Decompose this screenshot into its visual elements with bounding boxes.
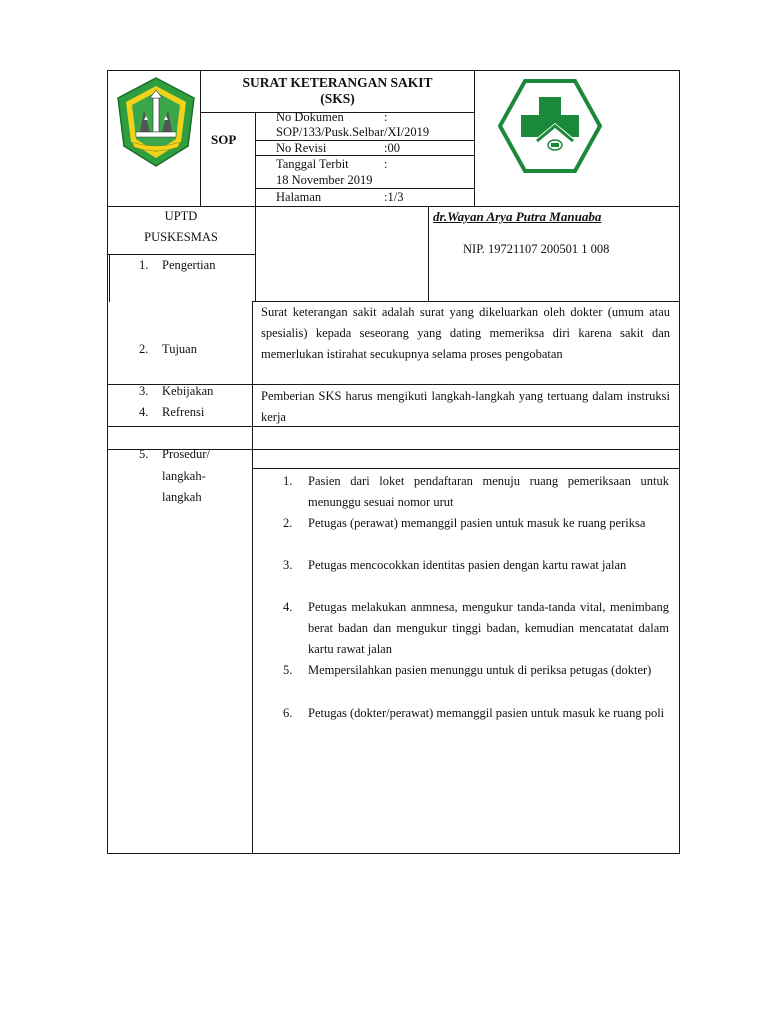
puskesmas-logo xyxy=(497,79,603,173)
section-label-pengertian: Pengertian xyxy=(162,258,216,272)
uptd-label: UPTD xyxy=(164,209,198,223)
no-dokumen-colon: : xyxy=(384,110,388,124)
no-dokumen-value: SOP/133/Pusk.Selbar/XI/2019 xyxy=(276,125,430,139)
section-num-kebijakan: 3. xyxy=(139,384,149,398)
step-text: Petugas melakukan anmnesa, mengukur tanda-tanda vital, menimbang berat badan dan mengukur tinggi badan, kemudian mencatatat dalam kartu rawat jalan xyxy=(308,600,669,656)
tanggal-terbit-value: 18 November 2019 xyxy=(276,173,373,187)
sop-label: SOP xyxy=(211,132,237,147)
regency-emblem-logo xyxy=(114,76,198,168)
halaman-value: :1/3 xyxy=(384,190,404,204)
step-number: 4. xyxy=(283,600,293,614)
step-number: 6. xyxy=(283,706,293,720)
pengertian-text: Surat keterangan sakit adalah surat yang dikeluarkan oleh dokter (umum atau spesialis) kepada seseorang yang dating memeriksa diri karena sakit dan memerlukan istirahat secukupnya selama proses pengobatan xyxy=(261,305,670,361)
kebijakan-text: Pemberian SKS harus mengikuti langkah-langkah yang tertuang dalam instruksi kerja xyxy=(261,389,670,424)
step-text: Pasien dari loket pendaftaran menuju ruang pemeriksaan untuk menunggu sesuai nomor urut xyxy=(308,474,669,509)
section-num-tujuan: 2. xyxy=(139,342,149,356)
puskesmas-label: PUSKESMAS xyxy=(144,230,218,244)
step-text: Petugas (perawat) memanggil pasien untuk masuk ke ruang periksa xyxy=(308,516,646,530)
document-title: SURAT KETERANGAN SAKIT xyxy=(242,75,433,90)
section-num-refrensi: 4. xyxy=(139,405,149,419)
section-label-refrensi: Refrensi xyxy=(162,405,205,419)
tanggal-terbit-label: Tanggal Terbit xyxy=(276,157,349,171)
tanggal-terbit-colon: : xyxy=(384,157,388,171)
no-revisi-label: No Revisi xyxy=(276,141,327,155)
no-revisi-value: :00 xyxy=(384,141,400,155)
section-num-pengertian: 1. xyxy=(139,258,149,272)
step-text: Petugas (dokter/perawat) memanggil pasien untuk masuk ke ruang poli xyxy=(308,706,665,720)
signer-name: dr.Wayan Arya Putra Manuaba xyxy=(433,209,602,224)
section-num-prosedur: 5. xyxy=(139,447,149,461)
section-label-prosedur-2: langkah- xyxy=(162,469,206,483)
step-number: 2. xyxy=(283,516,293,530)
signer-nip: NIP. 19721107 200501 1 008 xyxy=(463,242,610,256)
section-label-tujuan: Tujuan xyxy=(162,342,197,356)
section-label-kebijakan: Kebijakan xyxy=(162,384,214,398)
step-number: 3. xyxy=(283,558,293,572)
document-title-abbr: (SKS) xyxy=(320,91,355,106)
step-text: Petugas mencocokkan identitas pasien dengan kartu rawat jalan xyxy=(308,558,627,572)
no-dokumen-label: No Dokumen xyxy=(276,110,344,124)
halaman-label: Halaman xyxy=(276,190,322,204)
section-label-prosedur-3: langkah xyxy=(162,490,202,504)
section-label-prosedur-1: Prosedur/ xyxy=(162,447,210,461)
step-number: 1. xyxy=(283,474,293,488)
step-text: Mempersilahkan pasien menunggu untuk di periksa petugas (dokter) xyxy=(308,663,652,677)
step-number: 5. xyxy=(283,663,293,677)
